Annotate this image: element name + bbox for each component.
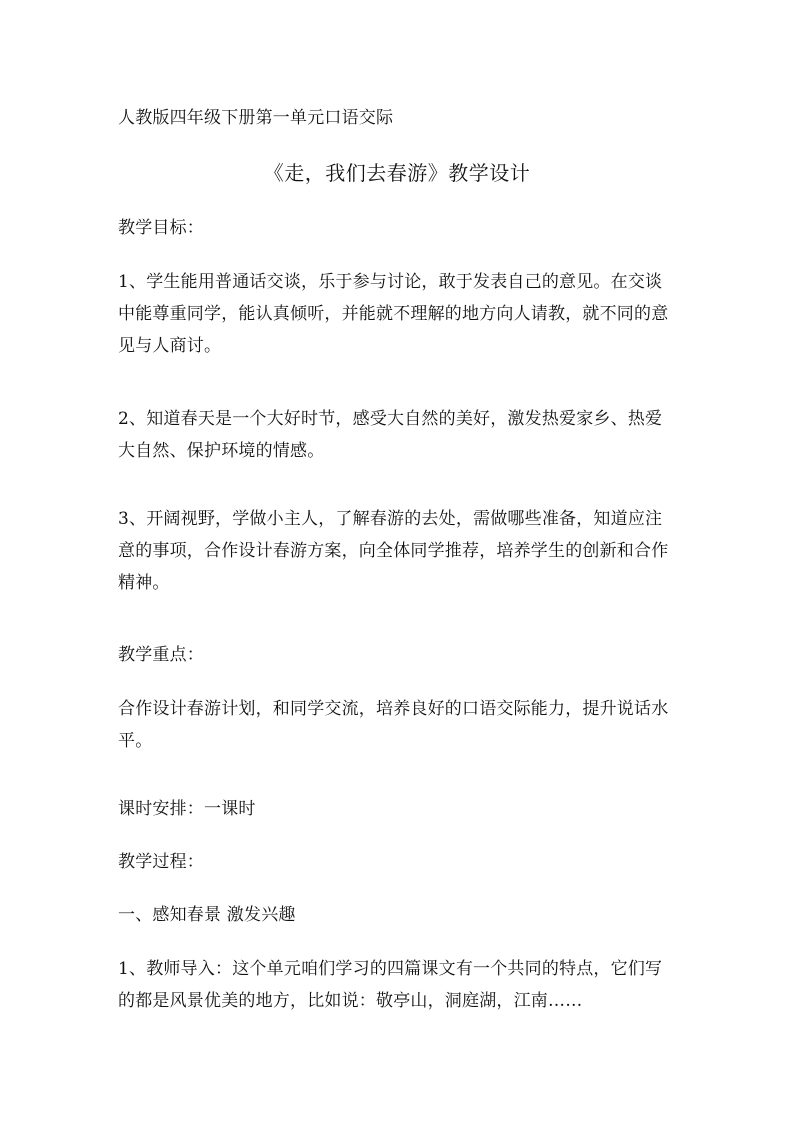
focus-heading: 教学重点： xyxy=(118,645,204,665)
objective-1-paragraph: 1、学生能用普通话交谈，乐于参与讨论，敢于发表自己的意见。在交谈中能尊重同学，能认真倾听，并能就不理解的地方向人请教，就不同的意见与人商讨。 xyxy=(118,272,669,356)
step-1-paragraph: 1、教师导入：这个单元咱们学习的四篇课文有一个共同的特点，它们写的都是风景优美的地方，比如说：敬亭山，洞庭湖，江南…… xyxy=(118,959,663,1011)
focus-paragraph: 合作设计春游计划，和同学交流，培养良好的口语交际能力，提升说话水平。 xyxy=(118,699,669,751)
document-title: 《走，我们去春游》教学设计 xyxy=(263,161,531,185)
process-heading: 教学过程： xyxy=(118,852,204,872)
step-1-heading: 一、感知春景 激发兴趣 xyxy=(118,905,296,925)
document-subtitle: 人教版四年级下册第一单元口语交际 xyxy=(118,108,394,128)
objectives-heading: 教学目标： xyxy=(118,218,204,238)
objective-3-paragraph: 3、开阔视野，学做小主人，了解春游的去处，需做哪些准备，知道应注意的事项，合作设计春游方案，向全体同学推荐，培养学生的创新和合作精神。 xyxy=(118,509,669,593)
objective-2-paragraph: 2、知道春天是一个大好时节，感受大自然的美好，激发热爱家乡、热爱大自然、保护环境的情感。 xyxy=(118,409,663,461)
schedule-line: 课时安排：一课时 xyxy=(118,799,256,819)
